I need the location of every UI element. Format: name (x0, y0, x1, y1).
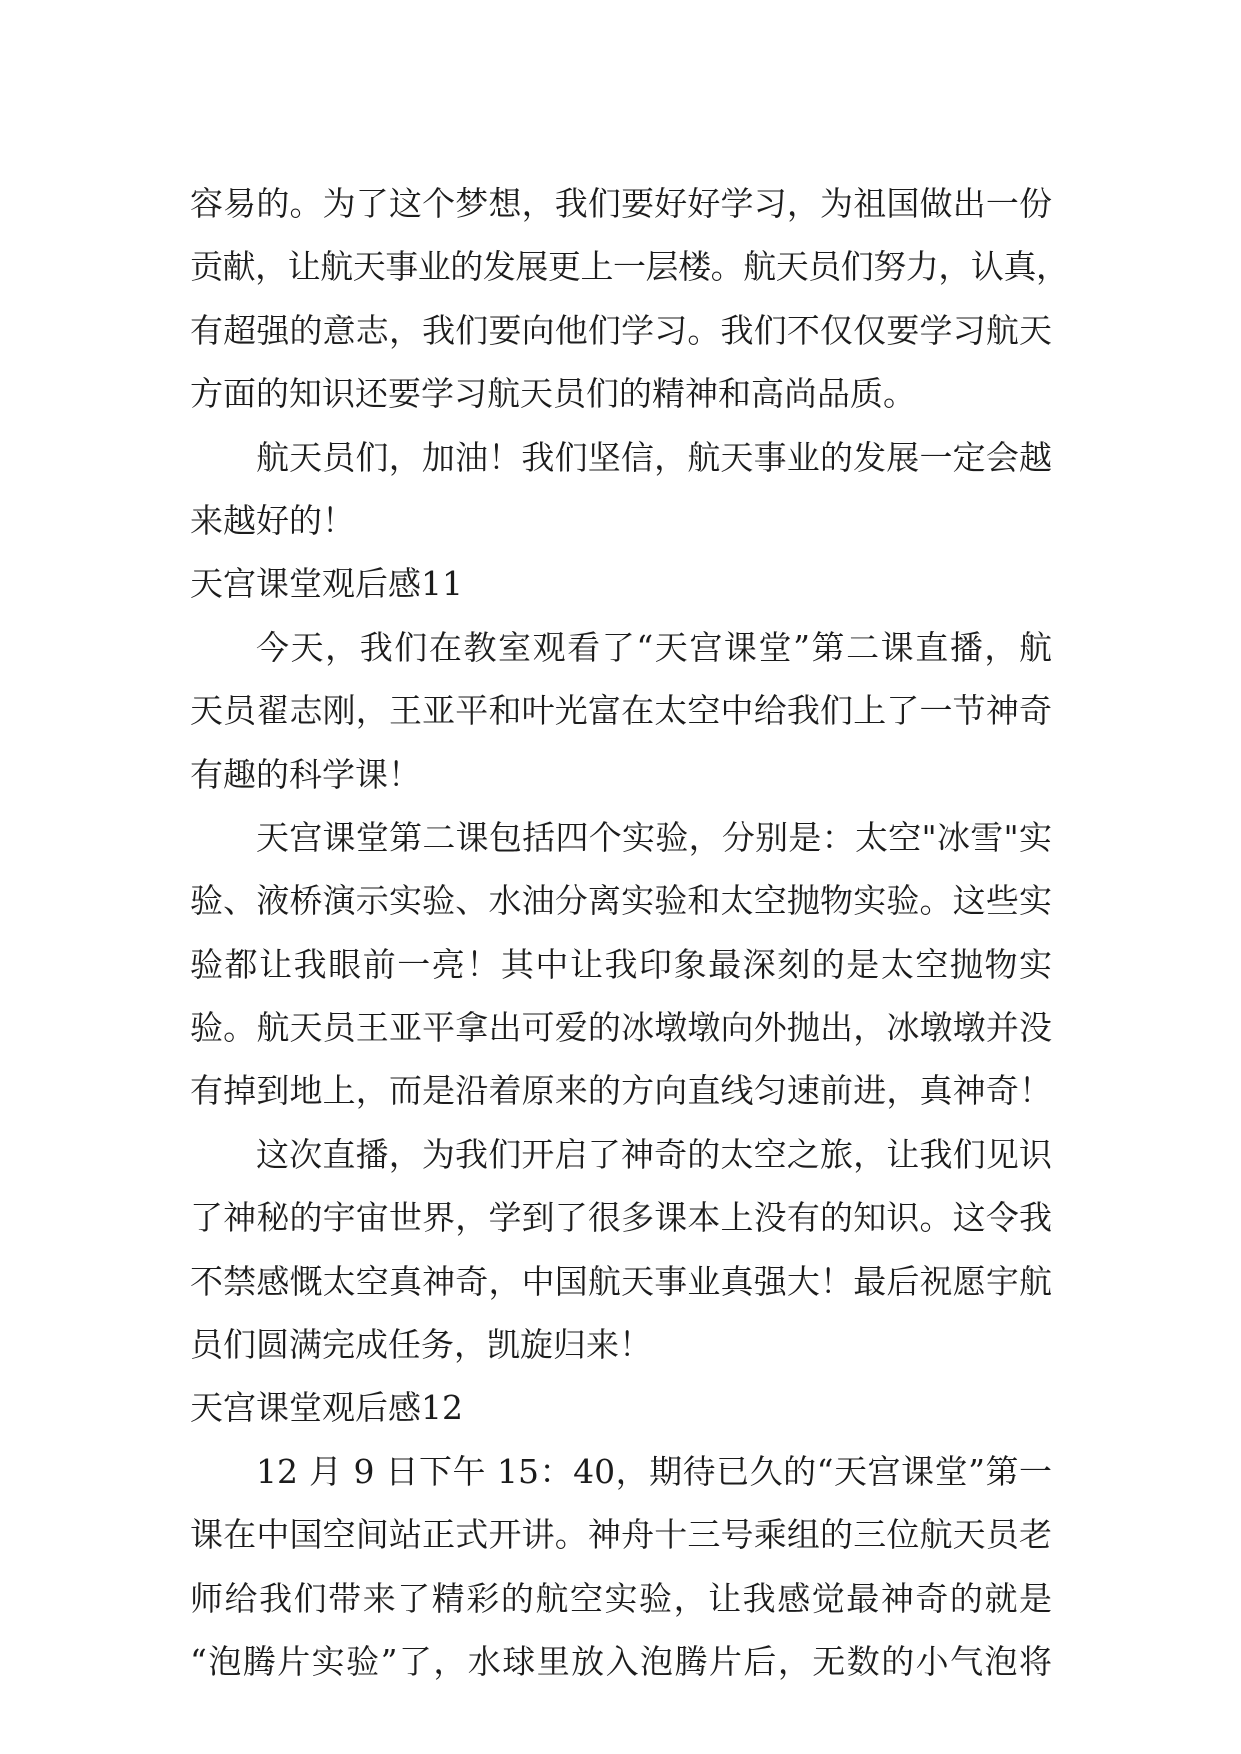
body-line: 验、液桥演示实验、水油分离实验和太空抛物实验。这些实 (190, 881, 1052, 921)
body-line: “泡腾片实验”了，水球里放入泡腾片后，无数的小气泡将 (190, 1641, 1052, 1681)
body-line: 有超强的意志，我们要向他们学习。我们不仅仅要学习航天 (190, 310, 1052, 350)
body-line: 不禁感慨太空真神奇，中国航天事业真强大！最后祝愿宇航 (190, 1261, 1052, 1301)
body-line: 有趣的科学课！ (190, 754, 421, 794)
body-line: 天员翟志刚，王亚平和叶光富在太空中给我们上了一节神奇 (190, 691, 1052, 731)
body-line: 贡献，让航天事业的发展更上一层楼。航天员们努力，认真， (190, 247, 1068, 287)
body-line: 员们圆满完成任务，凯旋归来！ (190, 1325, 652, 1365)
body-line: 来越好的！ (190, 500, 355, 540)
body-line: 了神秘的宇宙世界，学到了很多课本上没有的知识。这令我 (190, 1198, 1052, 1238)
body-line: 有掉到地上，而是沿着原来的方向直线匀速前进，真神奇！ (190, 1071, 1052, 1111)
paragraph (190, 806, 1052, 1123)
body-line: 方面的知识还要学习航天员们的精神和高尚品质。 (190, 374, 916, 414)
body-line: 课在中国空间站正式开讲。神舟十三号乘组的三位航天员老 (190, 1515, 1052, 1555)
section-heading: 天宫课堂观后感12 (190, 1388, 463, 1428)
section-heading: 天宫课堂观后感11 (190, 564, 463, 604)
body-line: 今天，我们在教室观看了“天宫课堂”第二课直播，航 (256, 627, 1052, 667)
body-line: 验。航天员王亚平拿出可爱的冰墩墩向外抛出，冰墩墩并没 (190, 1008, 1052, 1048)
paragraph (190, 1440, 1052, 1694)
body-text (190, 172, 1068, 1693)
body-line: 容易的。为了这个梦想，我们要好好学习，为祖国做出一份 (190, 184, 1052, 223)
paragraph (190, 616, 1052, 806)
body-line: 验都让我眼前一亮！其中让我印象最深刻的是太空抛物实 (190, 944, 1052, 984)
body-line: 航天员们，加油！我们坚信，航天事业的发展一定会越 (256, 437, 1052, 477)
paragraph (190, 1123, 1052, 1377)
body-line: 天宫课堂第二课包括四个实验，分别是：太空"冰雪"实 (256, 817, 1052, 857)
body-line: 12 月 9 日下午 15：40，期待已久的“天宫课堂”第一 (256, 1451, 1052, 1491)
paragraph (190, 426, 1052, 553)
body-line: 师给我们带来了精彩的航空实验，让我感觉最神奇的就是 (190, 1578, 1052, 1618)
paragraph (190, 172, 1068, 426)
body-line: 这次直播，为我们开启了神奇的太空之旅，让我们见识 (256, 1134, 1052, 1174)
